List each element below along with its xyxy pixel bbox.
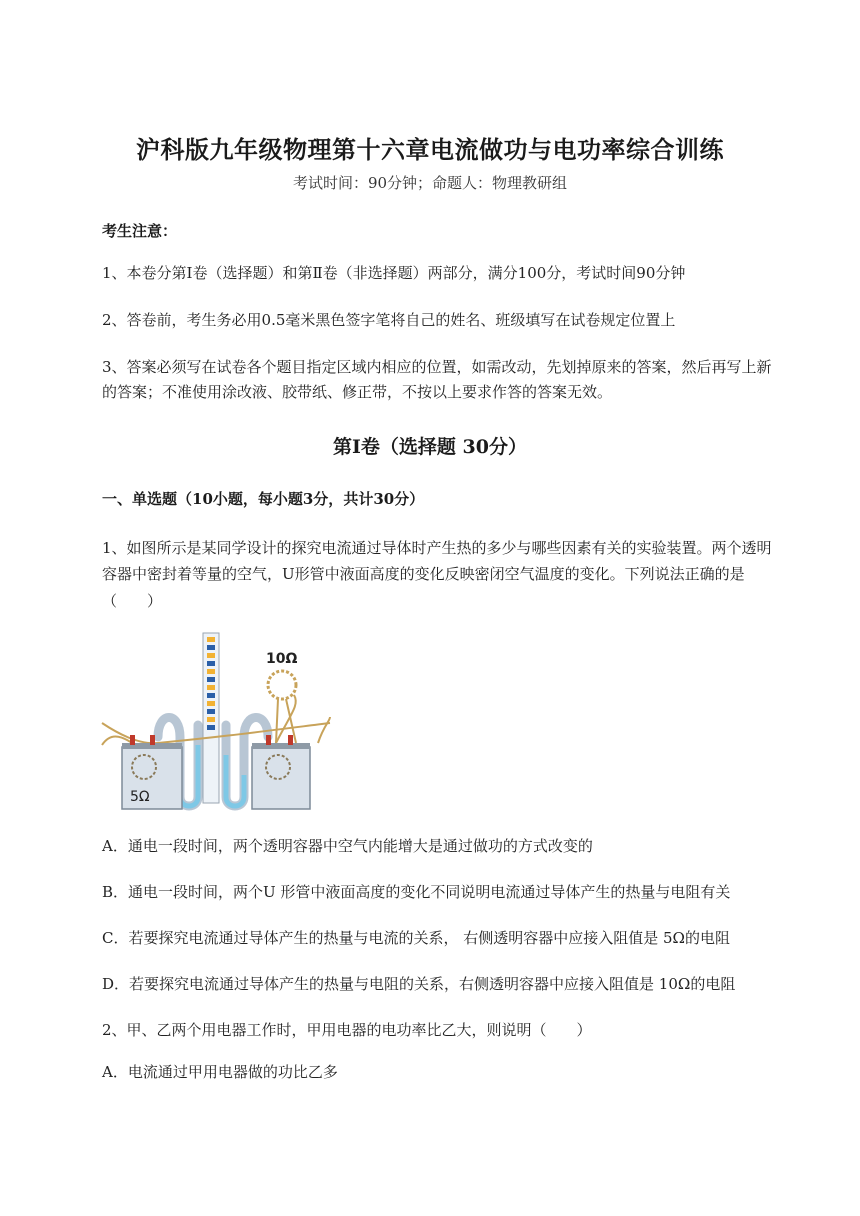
question-1-stem-1: 1、如图所示是某同学设计的探究电流通过导体时产生热的多少与哪些因素有关的实验装置。两个透明 [102,539,772,557]
resistor-10-ohm-label: 10Ω [266,651,298,667]
question-1-option-d: D．若要探究电流通过导体产生的热量与电阻的关系，右侧透明容器中应接入阻值是 10Ω的电阻 [102,975,736,993]
notice-item-2: 2、答卷前，考生务必用0.5毫米黑色签字笔将自己的姓名、班级填写在试卷规定位置上 [102,311,676,329]
u-tube-apparatus-figure [100,625,332,815]
notice-item-3-cont: 的答案；不准使用涂改液、胶带纸、修正带，不按以上要求作答的答案无效。 [102,383,613,401]
page-title: 沪科版九年级物理第十六章电流做功与电功率综合训练 [136,135,724,164]
section-title: 第Ⅰ卷（选择题 30分） [333,436,527,458]
question-1-option-b: B．通电一段时间，两个U 形管中液面高度的变化不同说明电流通过导体产生的热量与电阻有关 [102,883,731,901]
question-1-stem-2: 容器中密封着等量的空气，U形管中液面高度的变化反映密闭空气温度的变化。下列说法正确的是 [102,565,745,583]
resistor-5-ohm-label: 5Ω [130,789,150,805]
question-1-stem-3: （ ） [102,592,163,610]
part-title: 一、单选题（10小题，每小题3分，共计30分） [102,490,425,508]
notice-item-1: 1、本卷分第Ⅰ卷（选择题）和第Ⅱ卷（非选择题）两部分，满分100分，考试时间90分钟 [102,264,686,282]
question-1-option-c: C．若要探究电流通过导体产生的热量与电流的关系， 右侧透明容器中应接入阻值是 5Ω的电阻 [102,929,730,947]
question-1-option-a: A．通电一段时间，两个透明容器中空气内能增大是通过做功的方式改变的 [102,837,593,855]
question-2-option-a: A．电流通过甲用电器做的功比乙多 [102,1063,338,1081]
exam-info: 考试时间：90分钟；命题人：物理教研组 [292,174,568,192]
notice-heading: 考生注意： [102,222,178,240]
notice-item-3: 3、答案必须写在试卷各个题目指定区域内相应的位置，如需改动，先划掉原来的答案，然后再写上新 [102,358,772,376]
question-2-stem: 2、甲、乙两个用电器工作时，甲用电器的电功率比乙大，则说明（ ） [102,1021,592,1039]
